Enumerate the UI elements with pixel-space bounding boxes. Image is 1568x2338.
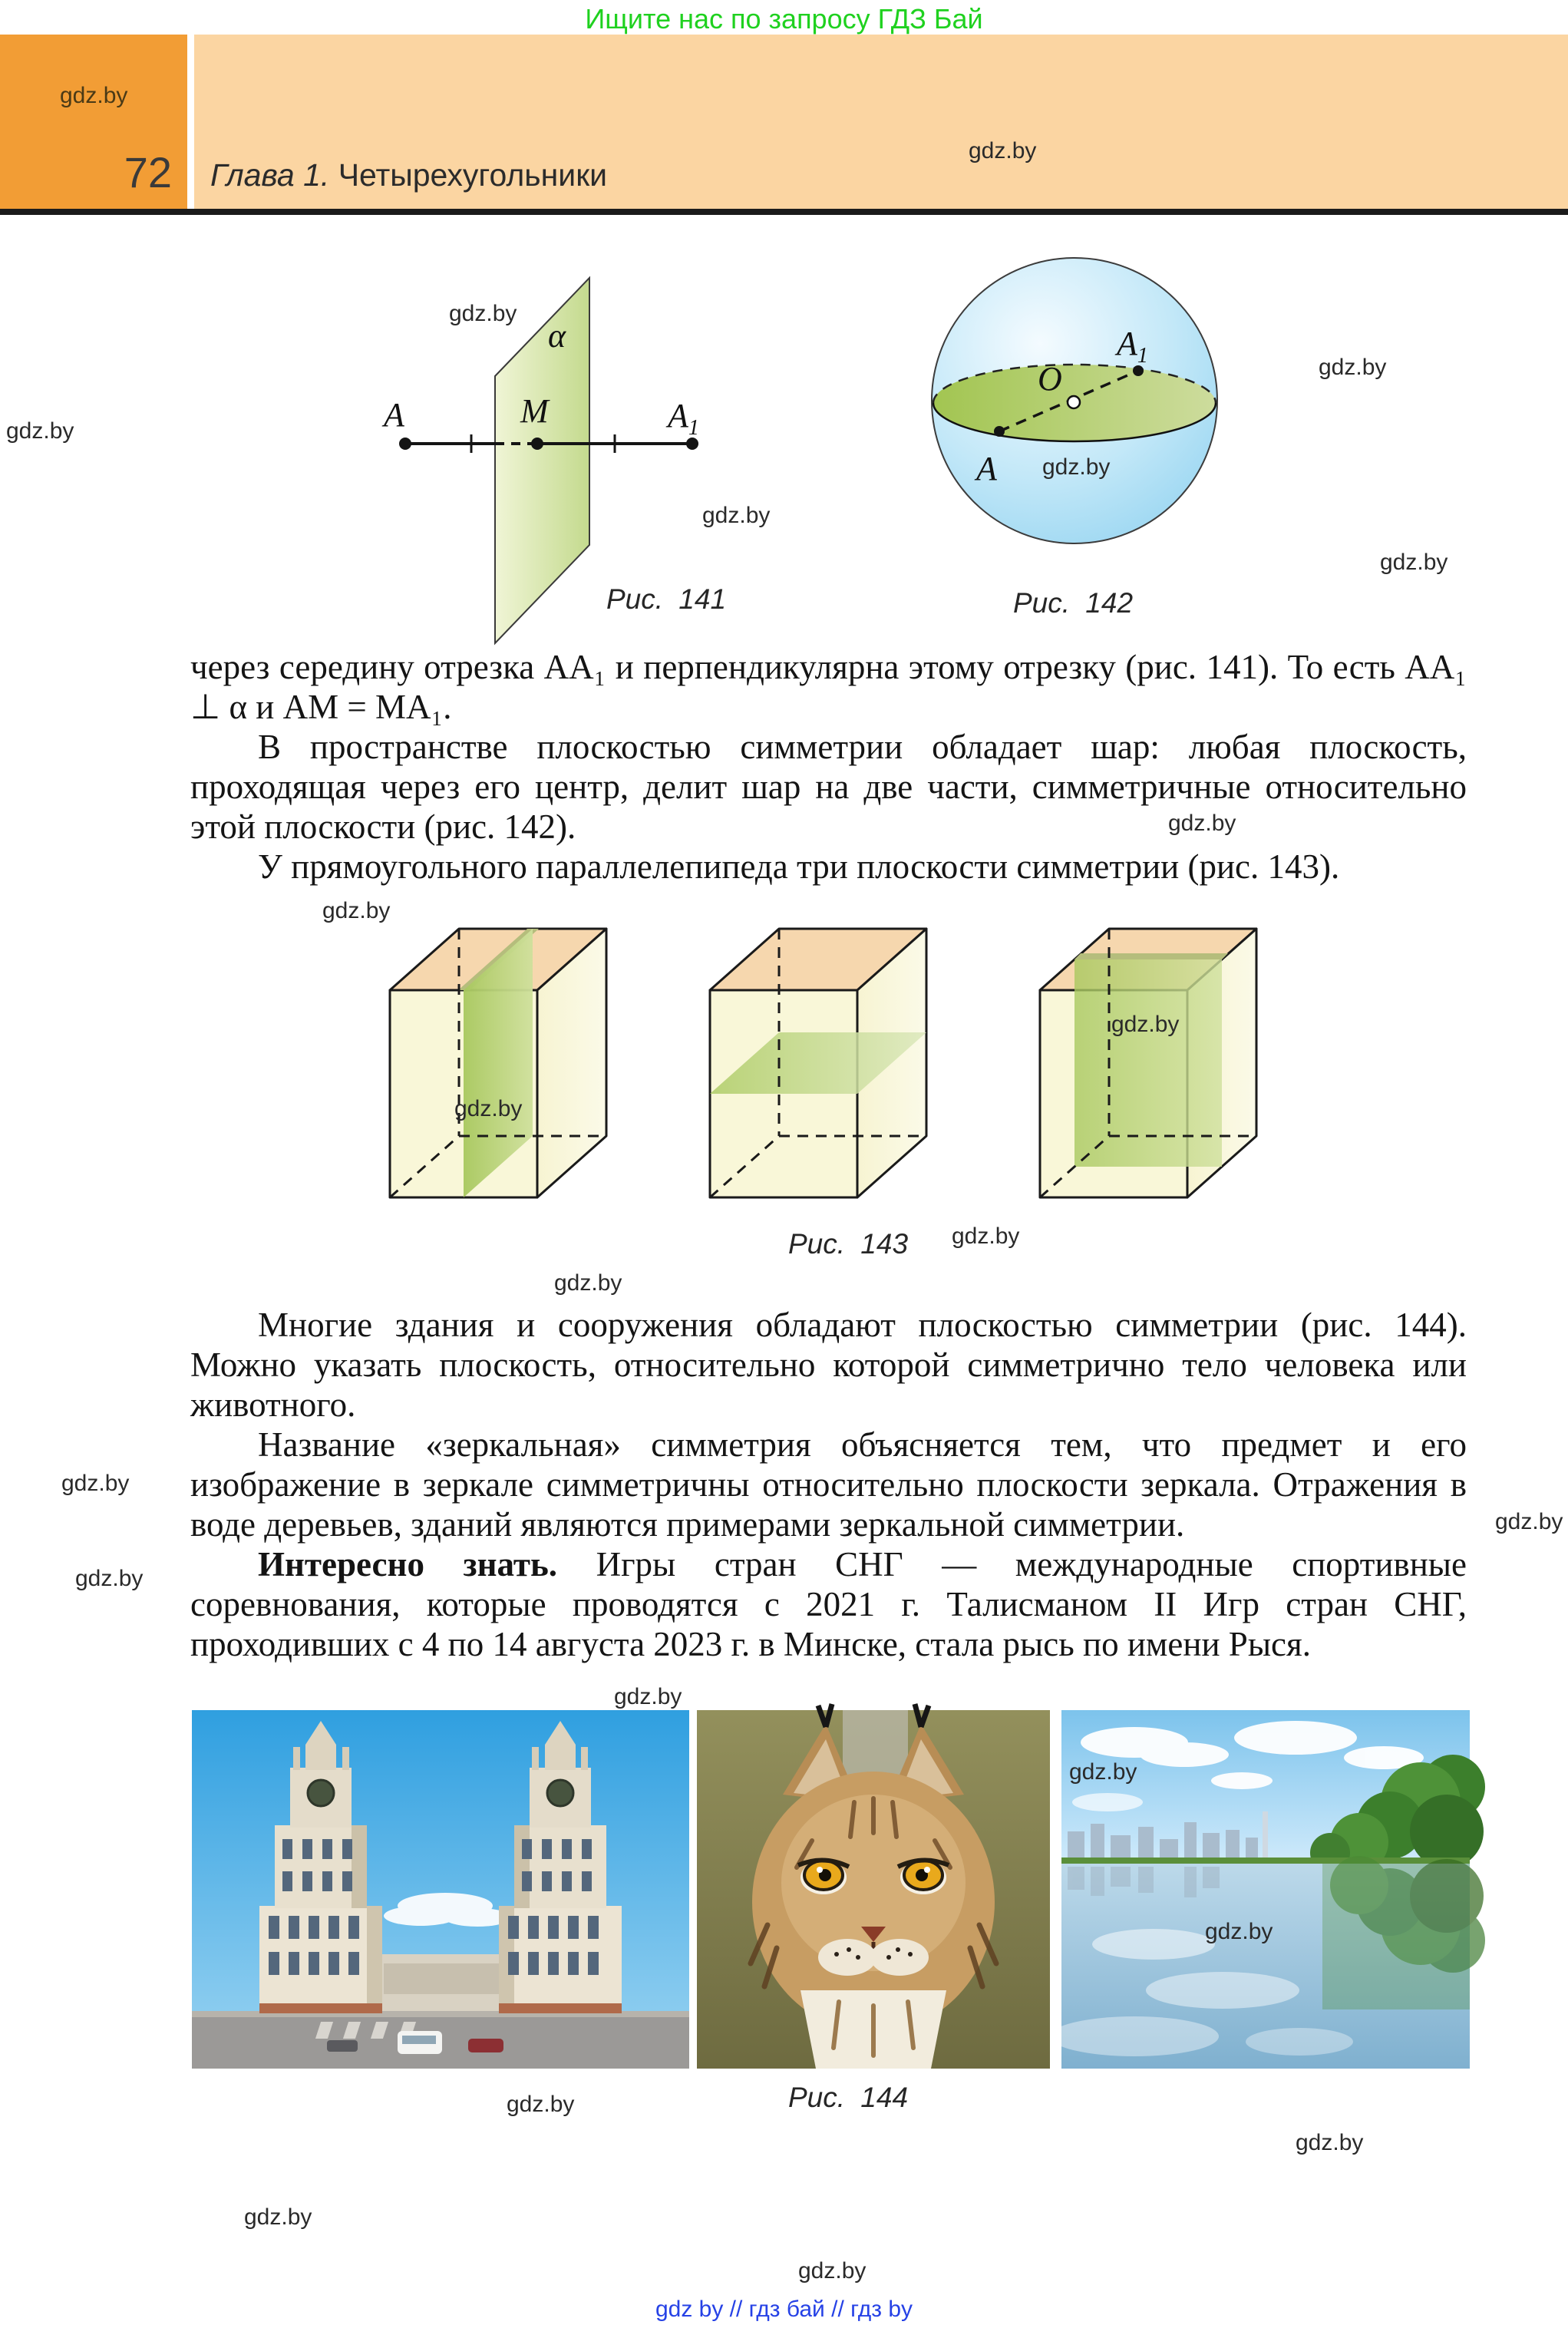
watermark: gdz.by — [244, 2204, 312, 2230]
watermark: gdz.by — [507, 2092, 575, 2117]
watermark: gdz.by — [1205, 1919, 1273, 1944]
plane-top-edge — [1074, 953, 1228, 959]
watermark: gdz.by — [1319, 355, 1387, 380]
box-1-vertical-plane — [390, 929, 606, 1197]
figure-144-caption: Рис. 144 — [787, 2082, 909, 2113]
label-A: A — [384, 396, 404, 434]
watermark: gdz.by — [449, 301, 517, 326]
interesting-fact-lead: Интересно знать. — [258, 1545, 558, 1583]
point-M — [531, 438, 543, 450]
paragraph: У прямоугольного параллелепипеда три плоскости симметрии (рис. 143). — [258, 847, 1340, 886]
interesting-fact-text: Игры стран СНГ — международные спортивные соревнования, которые проводятся с 2021 г. Талисманом II Игр стран СНГ, проходивших с 4 по 14 августа 2023 г. в Минске, стала рысь по имени Рыся. — [190, 1545, 1467, 1663]
watermark: gdz.by — [554, 1270, 622, 1296]
paragraph: Многие здания и сооружения обладают плоскостью симметрии (рис. 144). Можно указать плоскость, относительно которой симметрично тело человека или животного. — [190, 1306, 1467, 1424]
center-O — [1068, 396, 1080, 408]
interesting-fact-block — [190, 1544, 1467, 1664]
box-3-frontal-plane — [1040, 929, 1256, 1197]
top-search-banner: Ищите нас по запросу ГДЗ Бай — [585, 3, 983, 35]
shoreline — [1061, 1858, 1470, 1864]
watermark: gdz.by — [702, 503, 771, 528]
label-A1: $A_1$ — [668, 397, 699, 440]
point-A — [399, 438, 411, 450]
watermark: gdz.by — [60, 83, 128, 108]
watermark: gdz.by — [1168, 811, 1236, 836]
body-text-block-2 — [190, 1305, 1467, 1544]
paragraph: через середину отрезка AA₁ и перпендикулярна этому отрезку (рис. 141). То есть AA₁ ⊥ α и AM = MA₁. — [190, 648, 1467, 726]
figure-142-sphere-diagram — [909, 242, 1263, 626]
label-M: M — [520, 392, 549, 430]
paragraph — [190, 1544, 1467, 1664]
watermark: gdz.by — [952, 1223, 1020, 1249]
watermark: gdz.by — [322, 898, 391, 923]
photo-minsk-gates — [192, 1710, 689, 2069]
header-rule — [0, 209, 1568, 215]
watermark: gdz.by — [969, 138, 1037, 163]
header-divider-gap — [187, 35, 194, 209]
tree-reflection — [1322, 1856, 1485, 2009]
watermark: gdz.by — [6, 418, 74, 444]
watermark: gdz.by — [1380, 550, 1448, 575]
box-2-horizontal-plane — [710, 929, 926, 1197]
figure-141-caption: Рис. 141 — [606, 583, 727, 615]
chapter-number: Глава 1. — [210, 157, 330, 193]
label-alpha: α — [548, 317, 566, 355]
point-A — [994, 426, 1005, 437]
chapter-name: Четырехугольники — [329, 157, 608, 193]
watermark: gdz.by — [1495, 1509, 1563, 1534]
body-text-block-1 — [190, 647, 1467, 887]
footer-links[interactable]: gdz by // гдз бай // гдз by — [655, 2297, 913, 2322]
chapter-title — [210, 157, 607, 193]
label-O: O — [1038, 360, 1062, 398]
page-number: 72 — [124, 148, 172, 196]
figure-143-caption: Рис. 143 — [787, 1228, 909, 1260]
watermark: gdz.by — [1042, 454, 1111, 480]
watermark: gdz.by — [614, 1684, 682, 1709]
paragraph: Название «зеркальная» симметрия объясняется тем, что предмет и его изображение в зеркале симметричны относительно плоскости зеркала. Отражения в воде деревьев, зданий являются примерами зеркальной симметрии. — [190, 1425, 1467, 1544]
watermark: gdz.by — [75, 1566, 144, 1591]
label-A: A — [976, 450, 997, 487]
watermark: gdz.by — [1111, 1012, 1180, 1037]
label-A1: $A_1$ — [1117, 325, 1148, 368]
figure-142-caption: Рис. 142 — [1012, 587, 1134, 619]
photo-lynx — [697, 1710, 1050, 2069]
paragraph: В пространстве плоскостью симметрии обладает шар: любая плоскость, проходящая через его центр, делит шар на две части, симметричные относительно этой плоскости (рис. 142). — [190, 728, 1467, 846]
figure-143-boxes-diagram — [361, 898, 1297, 1266]
watermark: gdz.by — [798, 2258, 867, 2284]
watermark: gdz.by — [1296, 2130, 1364, 2155]
watermark: gdz.by — [61, 1471, 130, 1496]
watermark: gdz.by — [1069, 1759, 1137, 1785]
watermark: gdz.by — [454, 1096, 523, 1121]
